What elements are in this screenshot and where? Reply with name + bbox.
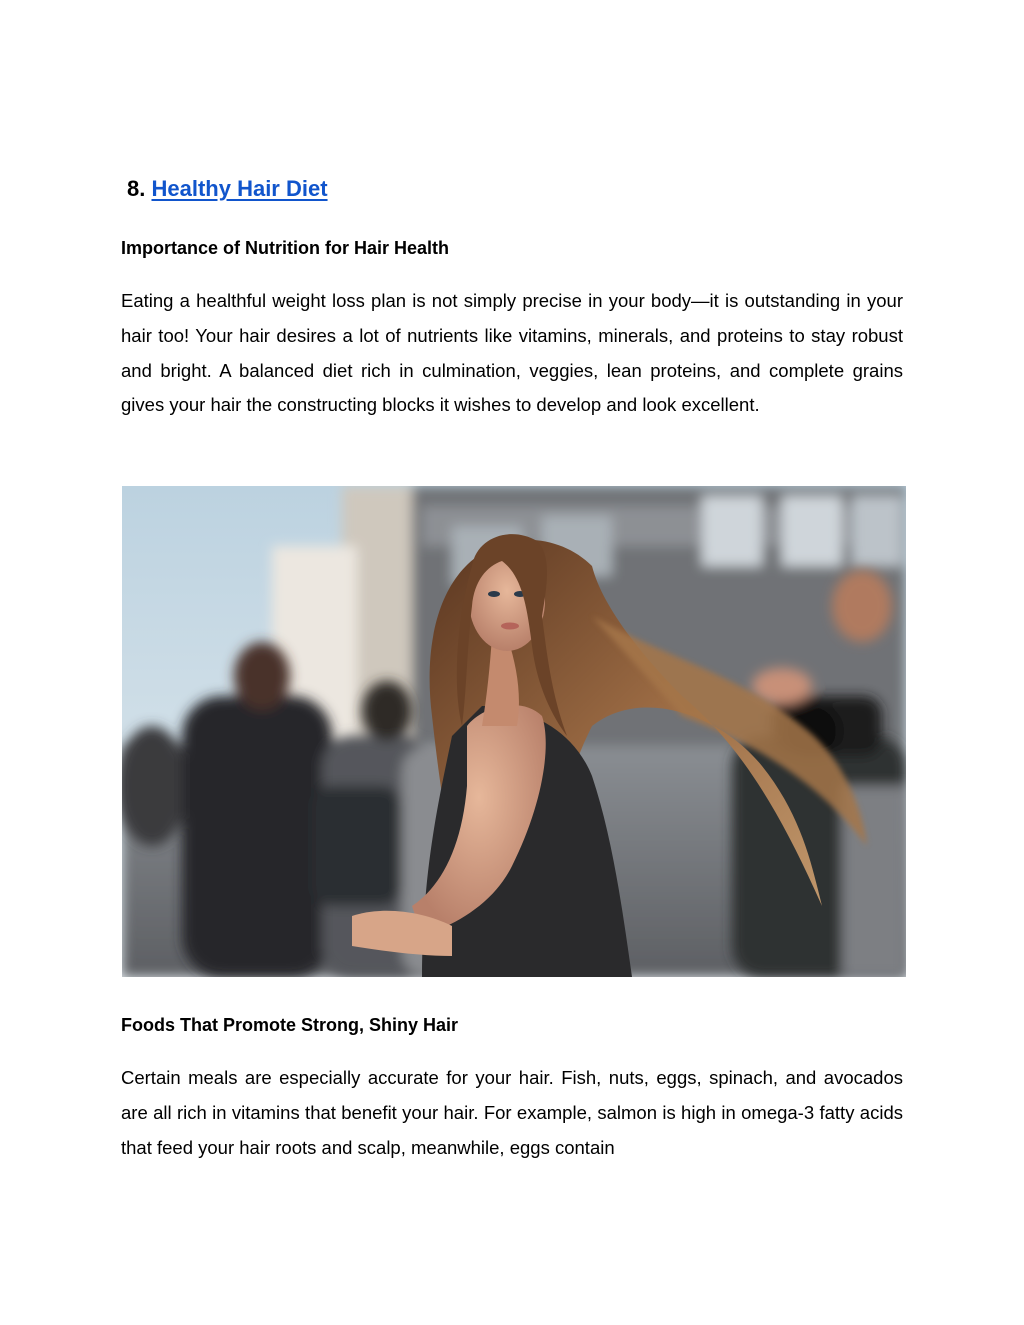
hair-foods-paragraph: Certain meals are especially accurate for your hair. Fish, nuts, eggs, spinach, and avocados are all rich in vitamins that benefit your hair. For example, salmon is high in omega-3 fatty acids that feed your hair roots and scalp, meanwhile, eggs contain (121, 1067, 903, 1158)
hair-foods-heading: Foods That Promote Strong, Shiny Hair (121, 1015, 459, 1035)
nutrition-importance-paragraph: Eating a healthful weight loss plan is not simply precise in your body—it is outstanding in your hair too! Your hair desires a lot of nutrients like vitamins, minerals, and proteins to stay robust and bright. A balanced diet rich in culmination, veggies, lean proteins, and complete grains gives your hair the constructing blocks it wishes to develop and look excellent. (121, 290, 903, 416)
nutrition-importance-heading: Importance of Nutrition for Hair Health (121, 238, 450, 258)
section-title-link[interactable]: Healthy Hair Diet (151, 176, 328, 201)
woman-hair-photo (122, 486, 906, 977)
section-heading (127, 174, 328, 204)
section-number: 8. (127, 176, 146, 201)
